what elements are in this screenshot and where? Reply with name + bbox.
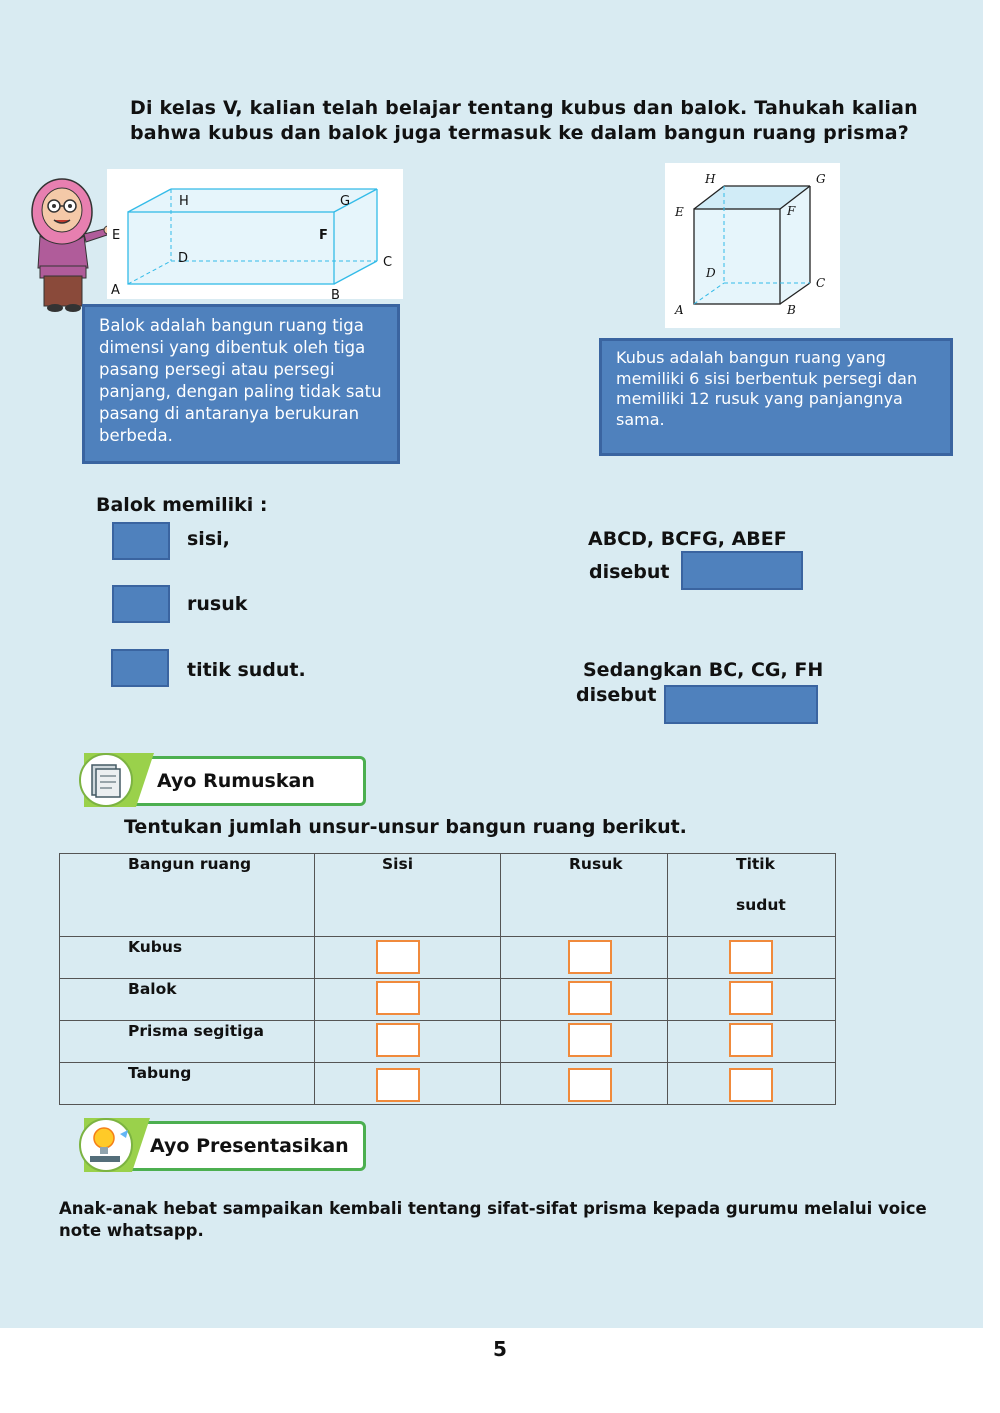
balok-label-c: C <box>383 255 393 270</box>
rusuk-answer-box[interactable] <box>112 585 170 623</box>
header-titik: Titik <box>736 855 775 873</box>
row-label-prisma-segitiga: Prisma segitiga <box>128 1022 264 1040</box>
header-sisi: Sisi <box>382 855 414 873</box>
balok-sisi-input[interactable] <box>376 981 420 1015</box>
balok-memiliki-heading: Balok memiliki : <box>96 494 268 516</box>
tabung-rusuk-input[interactable] <box>568 1068 612 1102</box>
titik-sudut-answer-box[interactable] <box>111 649 169 687</box>
outro-text: Anak-anak hebat sampaikan kembali tentang sifat-sifat prisma kepada gurumu melalui voice note whatsapp. <box>59 1199 927 1240</box>
kubus-label-e: E <box>675 205 684 219</box>
ayo-presentasikan-title: Ayo Presentasikan <box>150 1135 349 1157</box>
kubus-label-f: F <box>787 204 796 218</box>
rusuk-label: rusuk <box>187 593 248 615</box>
kubus-titik-sudut-input[interactable] <box>729 940 773 974</box>
table-row <box>60 1063 836 1105</box>
elements-table <box>59 853 836 1105</box>
kubus-rusuk-input[interactable] <box>568 940 612 974</box>
question2-line2: disebut <box>576 684 657 706</box>
question2-answer-box[interactable] <box>664 685 818 724</box>
question1-line2: disebut <box>589 561 670 583</box>
kubus-sisi-input[interactable] <box>376 940 420 974</box>
header-rusuk: Rusuk <box>569 855 623 873</box>
lightbulb-icon <box>76 1116 154 1174</box>
row-label-balok: Balok <box>128 980 177 998</box>
kubus-diagram <box>665 163 840 328</box>
table-header-row <box>60 854 836 937</box>
balok-rusuk-input[interactable] <box>568 981 612 1015</box>
ayo-rumuskan-instruction: Tentukan jumlah unsur-unsur bangun ruang berikut. <box>124 816 687 838</box>
balok-label-b: B <box>331 288 340 299</box>
page-number: 5 <box>493 1337 507 1361</box>
prisma-segitiga-sisi-input[interactable] <box>376 1023 420 1057</box>
header-sudut: sudut <box>736 896 786 914</box>
balok-label-h: H <box>179 194 189 209</box>
table-row <box>60 1021 836 1063</box>
kubus-label-c: C <box>816 276 826 290</box>
kubus-label-h: H <box>705 172 716 186</box>
sisi-answer-box[interactable] <box>112 522 170 560</box>
balok-titik-sudut-input[interactable] <box>729 981 773 1015</box>
kubus-label-d: D <box>706 266 716 280</box>
notebook-icon <box>76 751 154 809</box>
balok-label-g: G <box>340 194 351 209</box>
kubus-label-b: B <box>787 303 796 317</box>
ayo-rumuskan-title: Ayo Rumuskan <box>157 770 315 792</box>
prisma-segitiga-rusuk-input[interactable] <box>568 1023 612 1057</box>
header-bangun-ruang: Bangun ruang <box>128 855 252 873</box>
intro-text: Di kelas V, kalian telah belajar tentang kubus dan balok. Tahukah kalian bahwa kubus dan balok juga termasuk ke dalam bangun ruang prisma? <box>130 97 918 144</box>
table-row <box>60 979 836 1021</box>
titik-sudut-label: titik sudut. <box>187 659 306 681</box>
prisma-segitiga-titik-sudut-input[interactable] <box>729 1023 773 1057</box>
row-label-tabung: Tabung <box>128 1064 192 1082</box>
teacher-illustration <box>28 176 112 314</box>
sisi-label: sisi, <box>187 528 230 550</box>
balok-label-a: A <box>111 283 120 298</box>
table-row <box>60 937 836 979</box>
balok-diagram <box>107 169 403 299</box>
kubus-label-g: G <box>816 172 826 186</box>
kubus-definition-box: Kubus adalah bangun ruang yang memiliki 6 sisi berbentuk persegi dan memiliki 12 rusuk yang panjangnya sama. <box>599 338 953 456</box>
balok-label-d: D <box>178 251 189 266</box>
balok-label-f: F <box>319 228 328 243</box>
question2-line1: Sedangkan BC, CG, FH <box>583 659 824 681</box>
tabung-sisi-input[interactable] <box>376 1068 420 1102</box>
row-label-kubus: Kubus <box>128 938 183 956</box>
balok-label-e: E <box>112 228 121 243</box>
kubus-label-a: A <box>675 303 684 317</box>
question1-line1: ABCD, BCFG, ABEF <box>588 528 787 550</box>
question1-answer-box[interactable] <box>681 551 803 590</box>
tabung-titik-sudut-input[interactable] <box>729 1068 773 1102</box>
balok-definition-box: Balok adalah bangun ruang tiga dimensi yang dibentuk oleh tiga pasang persegi atau persegi panjang, dengan paling tidak satu pasang di antaranya berukuran berbeda. <box>82 304 400 464</box>
